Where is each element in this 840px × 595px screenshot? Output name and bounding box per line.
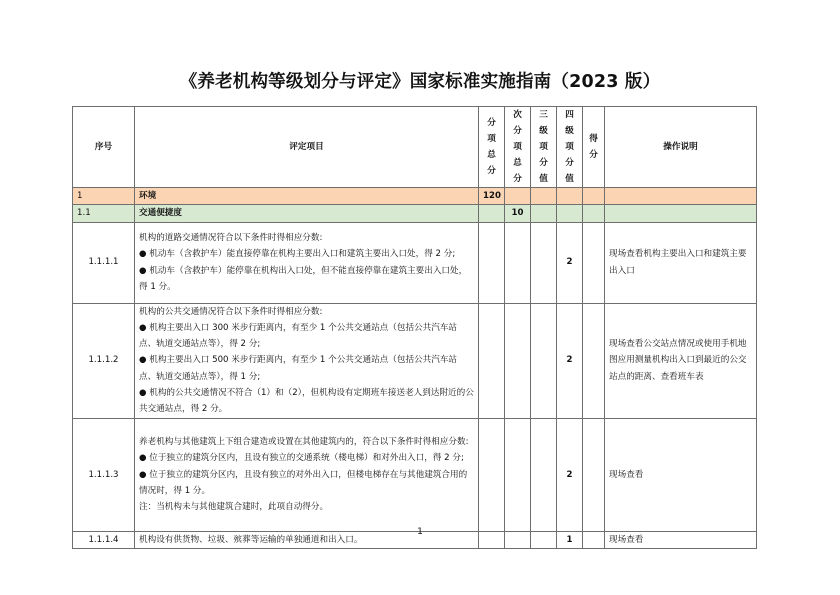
- item-content: 养老机构与其他建筑上下组合建造或设置在其他建筑内的，符合以下条件时得相应分数: ● 位于独立的建筑分区内，且设有独立的交通系统（楼电梯）和对外出入口，得 2 分; ● 位于独立的建筑分区内，且设有独立的对外出入口，但楼电梯存在与其他建筑合用的情况时，得 1 分。 注：当机构未与其他建筑合建时，此项自动得分。: [135, 418, 479, 531]
- item-instructions: 现场查看机构主要出入口和建筑主要出入口: [605, 222, 757, 303]
- empty-cell: [505, 188, 531, 205]
- item-instructions: 现场查看: [605, 531, 757, 548]
- subsection-item: 交通便捷度: [135, 205, 479, 222]
- header-item: 评定项目: [135, 107, 479, 188]
- empty-cell: [531, 303, 557, 418]
- empty-cell: [583, 222, 605, 303]
- empty-cell: [505, 303, 531, 418]
- empty-cell: [479, 205, 505, 222]
- empty-cell: [583, 303, 605, 418]
- header-de-fen: 得 分: [583, 107, 605, 188]
- empty-cell: [479, 303, 505, 418]
- item-seq: 1.1.1.2: [73, 303, 135, 418]
- header-fen-xiang-zong-fen: 分 项 总 分: [479, 107, 505, 188]
- item-instructions: 现场查看: [605, 418, 757, 531]
- table-row: [73, 418, 757, 531]
- subsection-seq: 1.1: [73, 205, 135, 222]
- empty-cell: [531, 222, 557, 303]
- empty-cell: [557, 205, 583, 222]
- header-seq: 序号: [73, 107, 135, 188]
- empty-cell: [605, 205, 757, 222]
- section-score-total: 120: [479, 188, 505, 205]
- item-seq: 1.1.1.1: [73, 222, 135, 303]
- empty-cell: [479, 418, 505, 531]
- item-content: 机构的公共交通情况符合以下条件时得相应分数: ● 机构主要出入口 300 米步行距离内，有至少 1 个公共交通站点（包括公共汽车站点、轨道交通站点等），得 2 分; ● 机构主要出入口 500 米步行距离内，有至少 1 个公共交通站点（包括公共汽车站点、轨道交通站点等），得 1 分; ● 机构的公共交通情况不符合（1）和（2），但机构设有定期班车接送老人到达附近的公共交通站点，得 2 分。: [135, 303, 479, 418]
- document-title: 《养老机构等级划分与评定》国家标准实施指南（2023 版）: [179, 72, 661, 92]
- empty-cell: [531, 188, 557, 205]
- header-si-ji-xiang-fen-zhi: 四 级 项 分 值: [557, 107, 583, 188]
- item-instructions: 现场查看公交站点情况或使用手机地图应用测量机构出入口到最近的公交站点的距离、查看班车表: [605, 303, 757, 418]
- subsection-score-total: 10: [505, 205, 531, 222]
- item-content: 机构设有供货物、垃圾、殡葬等运输的单独通道和出入口。: [135, 531, 479, 548]
- empty-cell: [583, 188, 605, 205]
- header-ci-fen-xiang-zong-fen: 次 分 项 总 分: [505, 107, 531, 188]
- empty-cell: [531, 205, 557, 222]
- header-instructions: 操作说明: [605, 107, 757, 188]
- item-content: 机构的道路交通情况符合以下条件时得相应分数: ● 机动车（含救护车）能直接停靠在机构主要出入口和建筑主要出入口处，得 2 分; ● 机动车（含救护车）能停靠在机构出入口处，但不能直接停靠在建筑主要出入口处，得 1 分。: [135, 222, 479, 303]
- page-number: 1: [417, 527, 423, 537]
- section-seq: 1: [73, 188, 135, 205]
- header-san-ji-xiang-fen-zhi: 三 级 项 分 值: [531, 107, 557, 188]
- empty-cell: [583, 205, 605, 222]
- subsection-row-traffic: [73, 205, 757, 222]
- empty-cell: [557, 188, 583, 205]
- rating-table: [72, 106, 757, 549]
- item-seq: 1.1.1.3: [73, 418, 135, 531]
- item-score: 2: [557, 303, 583, 418]
- empty-cell: [505, 418, 531, 531]
- table-row: [73, 222, 757, 303]
- table-row: [73, 303, 757, 418]
- empty-cell: [583, 418, 605, 531]
- item-score: 1: [557, 531, 583, 548]
- header-row: [73, 107, 757, 188]
- item-score: 2: [557, 222, 583, 303]
- section-row-environment: [73, 188, 757, 205]
- empty-cell: [531, 418, 557, 531]
- section-item: 环境: [135, 188, 479, 205]
- empty-cell: [505, 222, 531, 303]
- empty-cell: [605, 188, 757, 205]
- empty-cell: [479, 222, 505, 303]
- item-score: 2: [557, 418, 583, 531]
- item-seq: 1.1.1.4: [73, 531, 135, 548]
